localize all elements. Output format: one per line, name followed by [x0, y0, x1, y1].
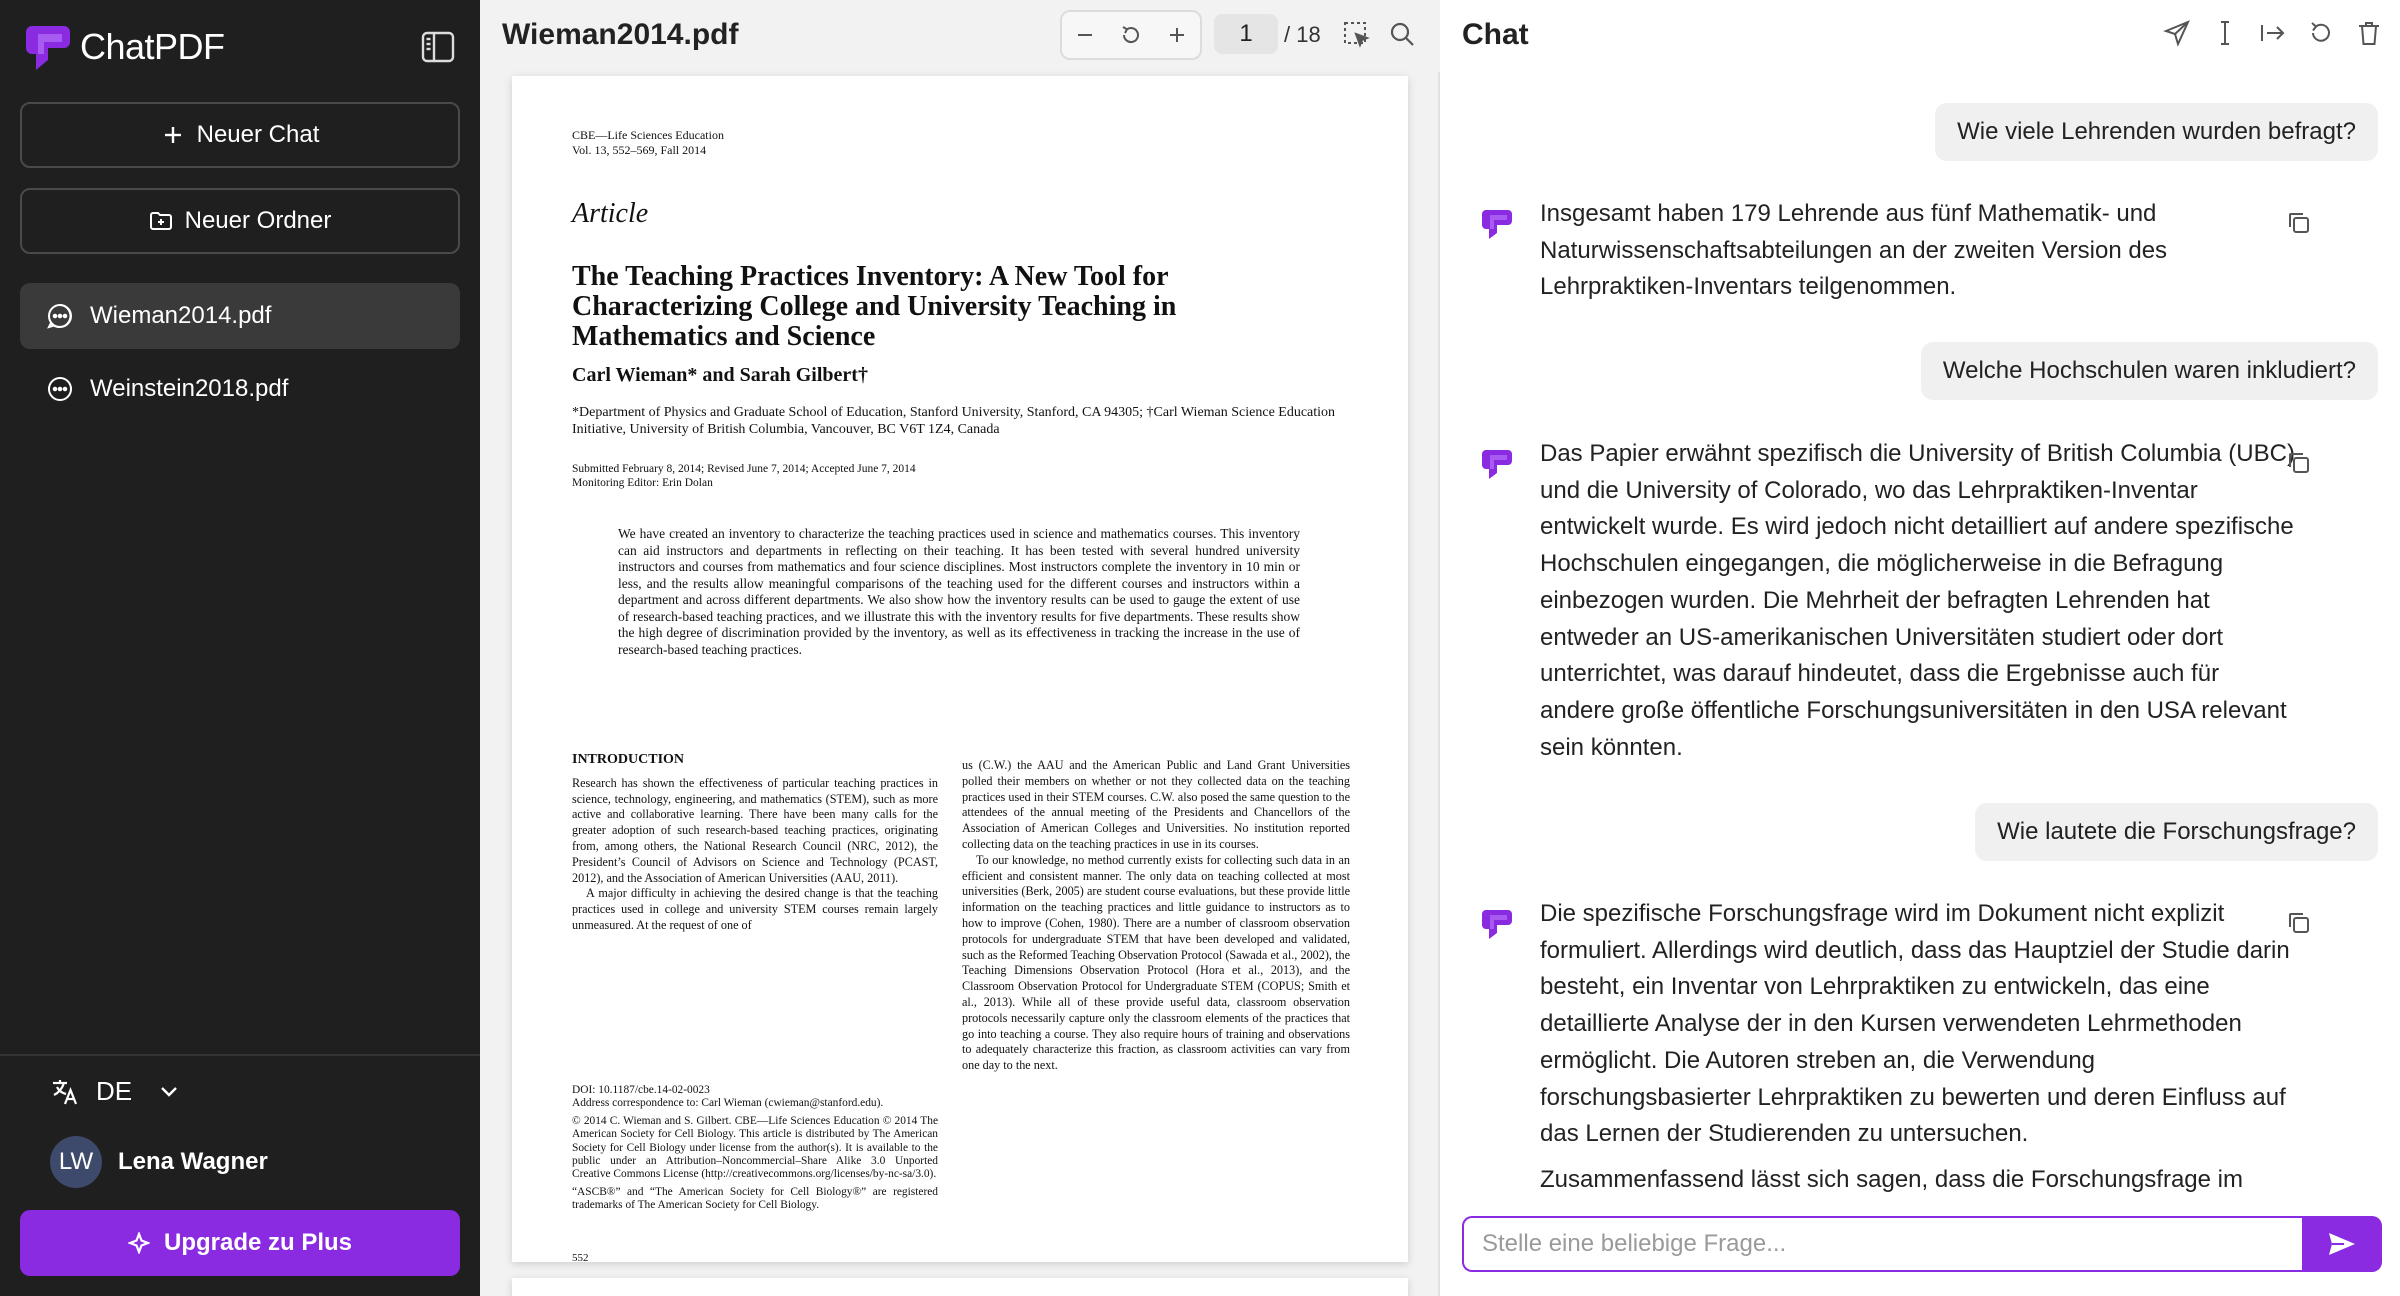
- new-folder-label: Neuer Ordner: [184, 207, 332, 234]
- user-message: Welche Hochschulen waren inkludiert?: [1921, 342, 2378, 400]
- chat-input[interactable]: [1462, 1216, 2302, 1272]
- submission-dates: Submitted February 8, 2014; Revised June 7, 2014; Accepted June 7, 2014: [572, 463, 916, 475]
- refresh-icon[interactable]: [2306, 18, 2336, 48]
- text-cursor-icon[interactable]: [2210, 18, 2240, 48]
- new-chat-label: Neuer Chat: [196, 121, 320, 148]
- chevron-down-icon: [154, 1077, 184, 1107]
- area-select-icon[interactable]: [1342, 20, 1370, 48]
- article-label: Article: [572, 198, 649, 229]
- sidebar-divider: [0, 1054, 480, 1056]
- export-icon[interactable]: [2258, 18, 2288, 48]
- pdf-viewer: [480, 0, 1440, 1296]
- translate-icon: [50, 1077, 80, 1107]
- chat-bubble-icon: [46, 302, 74, 330]
- new-chat-button[interactable]: [20, 102, 460, 168]
- submission-info: [572, 462, 916, 490]
- viewer-toolbar: [480, 0, 1440, 72]
- assistant-message: Die spezifische Forschungsfrage wird im Dokument nicht explizit formuliert. Allerdings wird deutlich, dass das Hauptziel der Studie darin besteht, ein Inventar von Lehrpraktiken zu entwickeln, das eine detaillierte Analyse der in den Kursen verwendeten Lehrmethoden ermöglicht. Die Autoren streben an, die Verwendung forschungsbasierter Lehrpraktiken zu bewerten und deren Einfluss auf das Lernen der Studierenden zu untersuchen.: [1540, 900, 2290, 1148]
- footnote-address: Address correspondence to: Carl Wieman (cwieman@stanford.edu).: [572, 1097, 884, 1110]
- article-title: The Teaching Practices Inventory: A New Tool for Characterizing College and University Teaching in Mathematics and Science: [572, 261, 1177, 352]
- copy-icon[interactable]: [2286, 450, 2312, 476]
- user-message: Wie lautete die Forschungsfrage?: [1975, 803, 2378, 861]
- sparkle-icon: [128, 1232, 150, 1254]
- app-logo[interactable]: [20, 20, 225, 74]
- assistant-message: Zusammenfassend lässt sich sagen, dass die Forschungsfrage im: [1540, 1166, 2243, 1193]
- pdf-page-next: [512, 1278, 1408, 1296]
- assistant-message: Das Papier erwähnt spezifisch die University of British Columbia (UBC) und die University of Colorado, wo das Lehrpraktiken-Inventar entwickelt wurde. Es wird jedoch nicht detailliert auf andere spezifische Hochschulen eingegangen, die möglicherweise in die Befragung einbezogen wurden. Die Mehrheit der befragten Lehrenden hat entweder an US-amerikanischen Universitäten studiert oder dort unterrichtet, was darauf hindeutet, dass die Ergebnisse auch für andere große öffentliche Forschungsuniversitäten in den USA relevant sein könnten.: [1540, 440, 2295, 761]
- trash-icon[interactable]: [2354, 18, 2384, 48]
- app-name: ChatPDF: [80, 26, 225, 67]
- search-icon[interactable]: [1388, 20, 1416, 48]
- document-name: Wieman2014.pdf: [90, 302, 272, 329]
- journal-info: [572, 128, 724, 158]
- footnote-copyright: © 2014 C. Wieman and S. Gilbert. CBE—Life Sciences Education © 2014 The American Society for Cell Biology. This article is distributed by The American Society for Cell Biology under license from the author(s). It is available to the public under an Attribution–Noncommercial–Share Alike 3.0 Unported Creative Commons License (http://creativecommons.org/licenses/by-nc-sa/3.0).: [572, 1114, 938, 1181]
- assistant-message: Insgesamt haben 179 Lehrende aus fünf Mathematik- und Naturwissenschaftsabteilungen an der zweiten Version des Lehrpraktiken-Inventars teilgenommen.: [1540, 200, 2168, 301]
- assistant-avatar-icon: [1478, 446, 1514, 482]
- article-affiliation: *Department of Physics and Graduate School of Education, Stanford University, Stanford, CA 94305; †Carl Wieman Science Education Initiative, University of British Columbia, Vancouver, BC V6T 1Z4, Canada: [572, 405, 1336, 437]
- chat-input-row: [1462, 1216, 2382, 1272]
- send-icon: [2326, 1228, 2358, 1260]
- journal-name: CBE—Life Sciences Education: [572, 128, 724, 142]
- folder-plus-icon: [149, 209, 173, 233]
- send-button[interactable]: [2302, 1216, 2382, 1272]
- avatar: LW: [50, 1136, 102, 1188]
- assistant-avatar-icon: [1478, 906, 1514, 942]
- copy-icon[interactable]: [2286, 910, 2312, 936]
- footnote-doi: DOI: 10.1187/cbe.14-02-0023: [572, 1084, 710, 1096]
- paragraph: To our knowledge, no method currently exists for collecting such data in an efficient and consistent manner. The only data on teaching collected at most universities (Berk, 2005) are student course evaluations, but these provide little information on the teaching practices and little guidance to instructors as to how to improve (Cohen, 1980). There are a number of classroom observation protocols for undergraduate STEM that have been developed and validated, such as the Reformed Teaching Observation Protocol (Sawada et al., 2002), the Teaching Dimensions Observation Protocol (Hora et al., 2013), and the Classroom Observation Protocol for Undergraduate STEM (COPUS; Smith et al., 2013). While all of these provide useful data, classroom observation protocols necessarily capture only the classroom elements of the practices that go into teaching a course. They also require hours of training and observations to adequately characterize this fraction, as classroom activities can vary from one day to the next.: [962, 852, 1350, 1073]
- chatpdf-logo-icon: [20, 20, 74, 74]
- monitoring-editor: Monitoring Editor: Erin Dolan: [572, 477, 713, 489]
- user-profile[interactable]: [50, 1136, 268, 1188]
- file-title: Wieman2014.pdf: [502, 18, 739, 51]
- plus-icon: [161, 123, 185, 147]
- assistant-avatar-icon: [1478, 206, 1514, 242]
- language-code: DE: [96, 1076, 133, 1106]
- upgrade-button[interactable]: [20, 1210, 460, 1276]
- sidebar-document-item[interactable]: [20, 356, 460, 422]
- document-name: Weinstein2018.pdf: [90, 375, 289, 402]
- chat-panel: [1440, 0, 2400, 1296]
- sidebar-toggle-icon[interactable]: [420, 30, 456, 64]
- article-authors: Carl Wieman* and Sarah Gilbert†: [572, 364, 868, 386]
- new-folder-button[interactable]: [20, 188, 460, 254]
- column-left: [572, 752, 938, 934]
- journal-volume: Vol. 13, 552–569, Fall 2014: [572, 143, 707, 157]
- copy-icon[interactable]: [2286, 210, 2312, 236]
- reset-zoom-icon[interactable]: [1119, 23, 1143, 47]
- page-total: / 18: [1284, 22, 1321, 47]
- language-selector[interactable]: [50, 1076, 184, 1107]
- zoom-controls: [1060, 10, 1202, 60]
- zoom-out-icon[interactable]: [1073, 23, 1097, 47]
- pdf-page: [512, 76, 1408, 1262]
- chat-bubble-icon: [46, 375, 74, 403]
- upgrade-label: Upgrade zu Plus: [163, 1229, 353, 1256]
- user-name: Lena Wagner: [118, 1148, 268, 1175]
- page-number: 552: [572, 1252, 589, 1264]
- user-message: Wie viele Lehrenden wurden befragt?: [1935, 103, 2378, 161]
- chat-messages: [1440, 72, 2400, 1202]
- sidebar: [0, 0, 480, 1296]
- article-abstract: We have created an inventory to characterize the teaching practices used in science and mathematics courses. This inventory can aid instructors and departments in reflecting on their teaching. It has been tested with several hundred university instructors and courses from mathematics and four science disciplines. Most instructors complete the inventory in 10 min or less, and the results allow meaningful comparisons of the teaching used for the different courses and instructors within a department and across different departments. We also show how the inventory results can be used to gauge the extent of use of research-based teaching practices, and we illustrate this with the inventory results for five departments. These results show the high degree of discrimination provided by the inventory, as well as its effectiveness in tracking the increase in the use of research-based teaching practices.: [618, 526, 1300, 657]
- paragraph: us (C.W.) the AAU and the American Public and Land Grant Universities polled their members on whether or not they collected data on the teaching practices used in their STEM courses. C.W. also posed the same question to the attendees of the annual meeting of the Presidents and Chancellors of the Association of American Colleges and Universities. No institution reported collecting data on the teaching practices in use in its courses.: [962, 758, 1350, 851]
- zoom-in-icon[interactable]: [1165, 23, 1189, 47]
- footnote-trademark: “ASCB®” and “The American Society for Cell Biology®” are registered trademarks of The American Society for Cell Biology.: [572, 1185, 938, 1212]
- page-number-input[interactable]: 1: [1214, 14, 1278, 54]
- chat-title: Chat: [1462, 18, 1529, 51]
- paragraph: A major difficulty in achieving the desired change is that the teaching practices used in college and university STEM courses remain largely unmeasured. At the request of one of: [572, 886, 938, 932]
- chat-toolbar: [2162, 18, 2384, 48]
- column-right: [962, 758, 1350, 1074]
- share-icon[interactable]: [2162, 18, 2192, 48]
- footnotes: [572, 1084, 938, 1217]
- paragraph: Research has shown the effectiveness of particular teaching practices in science, technology, engineering, and mathematics (STEM), such as more active and collaborative learning. There have been many calls for the greater adoption of such research-based teaching practices, originating from, among others, the National Research Council (NRC, 2012), the President’s Council of Advisors on Science and Technology (PCAST, 2012), and the Association of American Universities (AAU, 2011).: [572, 775, 938, 885]
- intro-heading: INTRODUCTION: [572, 752, 685, 767]
- sidebar-document-item[interactable]: [20, 283, 460, 349]
